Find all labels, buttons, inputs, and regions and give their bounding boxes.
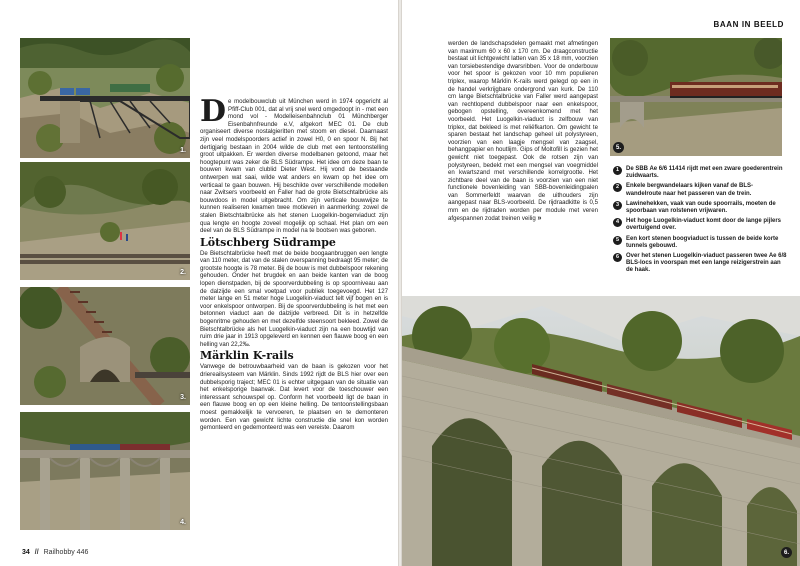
right-text-column — [448, 40, 598, 222]
photo-avalanche-fences — [20, 287, 190, 405]
photo-number: 5. — [613, 142, 624, 153]
continuation-paragraph: werden de landschapsdelen gemaakt met afmetingen van maximum 60 x 60 x 170 cm. De draagconstructie bestaat uit lichtgewicht latten van 35 x 18 mm, voorzien van torsiebestendige dwarsribben. Voor de onderbouw voor het spoor is gekozen voor 10 mm populieren triplex, waarop Märklin K-rails werd gelegd op een in de handel verkrijgbare ondergrond van kurk. De 110 cm lange Bietschtalbrücke van Faller werd aangepast van rechtlopend dubbelspoor naar een enkelspoor, gebogen opstelling, overeenkomend met het voorbeeld. Het Luogelkin-viaduct is zelfbouw van triplex, dat bekleed is met reliëfkarton. Om gewicht te sparen bestaat het landschap geheel uit polystyreen, voorzien van een laagje mengsel van zaagsel, behangpapier en houtlijm. Gips of Moltofill is gezien het gewicht niet toegepast. Ook de rotsen zijn van polystyreen, bedekt met een mengsel van voegmiddel en kwartszand met verschillende korrelgrootte. Het zichtbare deel van de baan is voorzien van een niet functionele bovenleiding van SBB-bovenleidingpalen van Sommerfeldt waarvan de uithouders zijn aangepast naar BLS-voorbeeld. De rijdraadkitte is 0,5 mm en de rijdraden worden per module met veren afgespannen zodat treinen veilig — [448, 40, 598, 222]
caption-number: 5 — [613, 236, 622, 245]
caption-number: 1 — [613, 166, 622, 175]
photo-viaduct-pillars — [20, 412, 190, 530]
drop-cap: D — [200, 94, 227, 129]
left-page — [0, 0, 398, 566]
caption-text: Enkele bergwandelaars kijken vanaf de BLS-wandelroute naar het passeren van de trein. — [626, 183, 754, 197]
photo-number: 4. — [180, 519, 186, 526]
caption-item — [613, 218, 788, 232]
caption-text: De SBB Ae 6/6 11414 rijdt met een zware goederentrein zuidwaarts. — [626, 166, 783, 180]
photo-captions — [613, 166, 788, 278]
intro-paragraph: e modelbouwclub uit München werd in 1974 opgericht al Pfiff-Club 001, dat al vrij snel werd omgedoopt in - met een mond vol - Modelleisenbahnclub 01 Münchberger Eisenbahnfreunde e.V, afgekort MEC 01. De club organiseert diverse nostalgieritten met stoom en diesel. Daarnaast zijn veel modelspoorders actief in zowel H0, 0 en spoor N. Bij het dertigjarig bestaan in 2004 wilde de club met een tentoonstelling groot uitpakken. Er werden diverse modelbanen getoond, maar het hoogtepunt was zeker de BLS Südrampe. Het idee om deze baan te bouwen kwam van clublid Dieter West. Hij vond de bestaande ontwerpen wat saai, wilde wat anders en kwam op het idee om verticaal te gaan bouwen. Hij beschikte over verschillende modellen naar Zwitsers voorbeeld en Faller had de grote Bietschtalbrücke als bouwdoos in model uitgebracht. Om zijn verticale bouwwijze te kunnen realiseren kwamen twee motieven in aanmerking: zowel de stalen Bietschtalbrücke als het stenen Luogelkin-bogenviaduct zijn qua lengte en hoogte zoveel mogelijk op schaal. Het plan om een deel van de BLS Südrampe in model na te bootsen was geboren. — [200, 98, 388, 235]
section-heading-lotschberg: Lötschberg Südrampe — [200, 235, 336, 249]
photo-steel-bridge — [20, 38, 190, 158]
caption-item — [613, 253, 788, 275]
continue-arrow-icon: » — [537, 214, 542, 222]
section-paragraph-lotschberg: De Bietschtalbrücke heeft met de beide boogaanbruggen een lengte van 110 meter, dat van de stalen overspanning bedraagt 95 meter; de grootste hoogte is 78 meter. Bij de bouw is met dubbelspoor rekening gehouden. Onder het brugdek en aan beide kanten van de boog lopen dienstpaden, bij de spoorverdubbeling is op spoorniveau aan de dalzijde een smal voetpad voor publiek toegevoegd. Het 127 meter lange en 51 meter hoge Luogelkin-viaduct telt vijf bogen en is voor enkelspoor ontworpen. Bij de spoorverdubbeling is het met een betonnen viaduct aan de dalzijde verbreed. Dit is in hetzelfde bogenritme gehouden en met dezelfde steensoort bekleed. Zowel de Bietschtalbrücke als het Luogelkin-viaduct zijn na een bouwtijd van ruim drie jaar in 1913 opgeleverd en kennen een flauwe boog en een helling van 22,2‰. — [200, 249, 388, 348]
caption-text: Lawinehekken, vaak van oude spoorrails, moeten de spoorbaan van rolstenen vrijwaren. — [626, 200, 776, 215]
page-number: 34 — [22, 549, 30, 556]
caption-number: 4 — [613, 218, 622, 227]
caption-item — [613, 183, 788, 197]
section-paragraph-marklin: Vanwege de betrouwbaarheid van de baan is gekozen voor het driereailsysteem van Märklin. Sinds 1992 rijdt de BLS hier over een dubbelsporig traject; MEC 01 is echter uitgegaan van de situatie van het enkelsporige baanvak. Dat levert voor de toeschouwer een interessant schouwspel op. Conform het voorbeeld ligt de baan in een flauwe boog en op een kleine helling. De tentoonstellingsbaan moest gemakkelijk te vervoeren, te plaatsen en te demonteren worden. Een van gewicht lichte constructie die snel kon worden gemonteerd en gedemonteerd was een vereiste. Daarom — [200, 363, 388, 432]
caption-text: Over het stenen Luogelkin-viaduct passeren twee Ae 6/8 BLS-locs in voorspan met een lange reizigerstrein aan de haak. — [626, 253, 787, 274]
section-label: BAAN IN BEELD — [713, 20, 784, 29]
photo-luogelkin-viaduct — [402, 296, 800, 566]
caption-number: 3 — [613, 201, 622, 210]
photo-number: 2. — [180, 269, 186, 276]
caption-text: Een kort stenen boogviaduct is tussen de beide korte tunnels gebouwd. — [626, 235, 779, 249]
caption-text: Het hoge Luogelkin-viaduct komt door de lange pijlers overtuigend over. — [626, 218, 782, 232]
magazine-name: Railhobby 446 — [43, 549, 89, 556]
caption-item — [613, 166, 788, 180]
photo-number: 1. — [180, 147, 186, 154]
caption-item — [613, 201, 788, 215]
right-page — [402, 0, 800, 566]
footer-separator: // — [34, 549, 39, 556]
caption-number: 6 — [613, 253, 622, 262]
left-text-column — [200, 94, 388, 432]
page-footer — [22, 549, 88, 556]
section-heading-marklin: Märklin K-rails — [200, 349, 294, 363]
caption-item — [613, 236, 788, 250]
photo-short-viaduct — [610, 38, 782, 156]
photo-hikers — [20, 162, 190, 280]
photo-number: 6. — [781, 547, 792, 558]
photo-number: 3. — [180, 394, 186, 401]
caption-number: 2 — [613, 183, 622, 192]
